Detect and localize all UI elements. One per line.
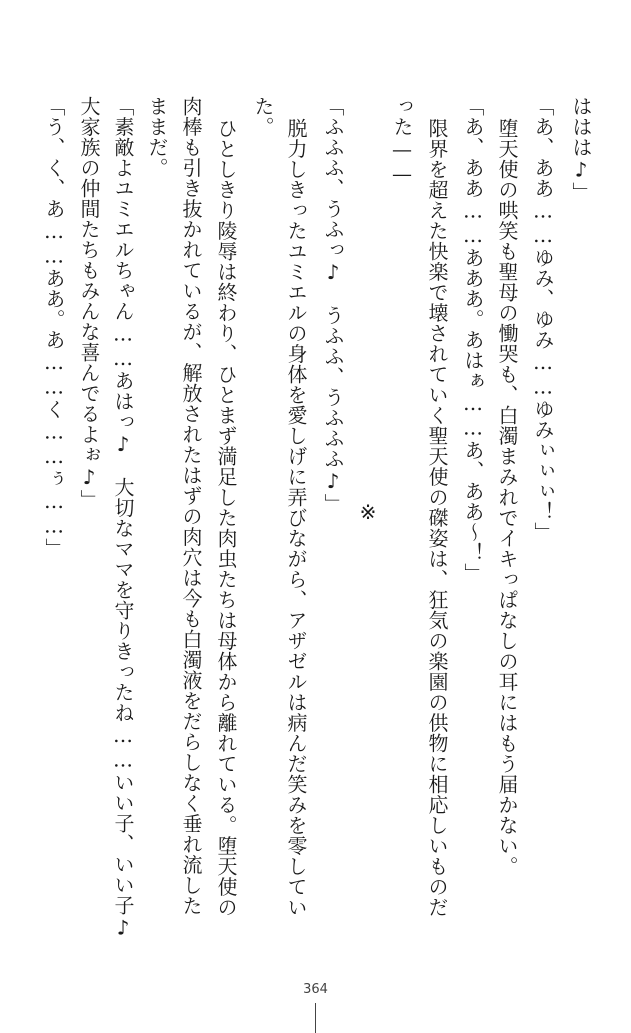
- text-line-2: 「あ、ああ……ゆみ、ゆみ……ゆみぃぃぃ！」: [531, 96, 555, 543]
- page-number: 364: [303, 982, 328, 997]
- text-line-11: ひとしきり陵辱は終わり、ひとまず満足した肉虫たちは母体から離れている。堕天使の: [214, 118, 238, 918]
- text-line-3: 堕天使の哄笑も聖母の慟哭も、白濁まみれでイキっぱなしの耳にはもう届かない。: [495, 118, 519, 877]
- text-line-9: 脱力しきったユミエルの身体を愛しげに弄びながら、アザゼルは病んだ笑みを零してい: [284, 118, 308, 918]
- text-line-6: った——: [390, 96, 414, 186]
- text-line-5: 限界を超えた快楽で壊されていく聖天使の磔姿は、狂気の楽園の供物に相応しいものだ: [425, 118, 449, 918]
- text-line-16: 「う、く、あ……ああ。あ……く……ぅ……」: [42, 96, 66, 559]
- text-line-15: 大家族の仲間たちもみんな喜んでるよぉ♪」: [77, 96, 101, 510]
- text-line-8: 「ふふふ、うふっ♪ うふふ、うふふふ♪」: [321, 96, 345, 514]
- text-line-14: 「素敵よユミエルちゃん……あはっ♪ 大切なママを守りきったね……いい子、いい子♪: [111, 96, 135, 940]
- text-line-13: ままだ。: [145, 96, 169, 178]
- section-break-mark: ※: [356, 500, 380, 525]
- text-line-4: 「あ、ああ……あああ。あはぁ……あ、ああ〜！」: [461, 96, 485, 584]
- page-number-rule: [315, 1003, 316, 1033]
- text-line-12: 肉棒も引き抜かれているが、解放されたはずの肉穴は今も白濁液をだらしなく垂れ流した: [179, 96, 203, 916]
- text-line-1: ははは♪」: [569, 96, 593, 203]
- text-line-10: た。: [251, 96, 275, 137]
